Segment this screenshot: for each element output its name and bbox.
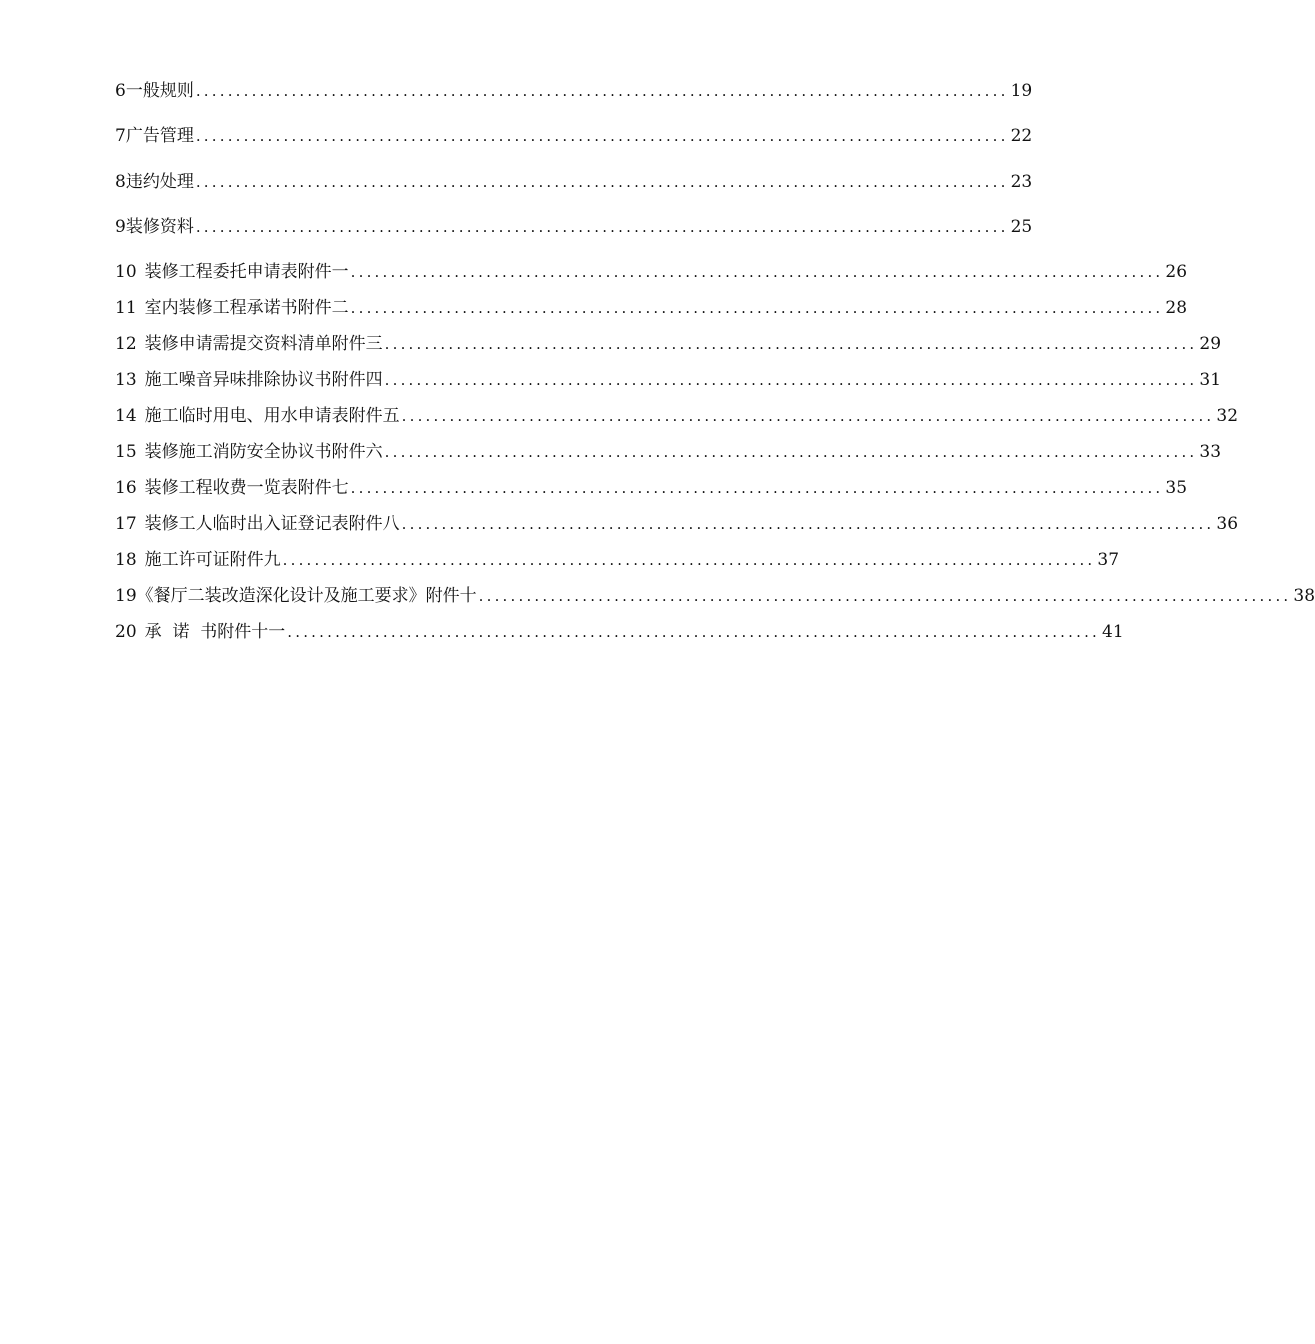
entry-number: 10: [115, 262, 137, 282]
entry-title: 室内装修工程承诺书: [144, 298, 298, 318]
entry-title: 施工临时用电、用水申请表: [144, 406, 349, 426]
dot-leader: ......................................................................................................: [195, 127, 1009, 145]
page-number: 22: [1010, 126, 1033, 146]
page-number: 33: [1199, 442, 1222, 462]
entry-number: 18: [115, 550, 137, 570]
toc-entry-10[interactable]: [115, 257, 1188, 283]
toc-entry-15[interactable]: [115, 437, 1222, 463]
toc-entry-20[interactable]: [115, 617, 1124, 643]
dot-leader: ......................................................................................................: [350, 299, 1164, 317]
page-number: 36: [1216, 514, 1239, 534]
entry-title: 装修工人临时出入证登记表: [144, 514, 349, 534]
toc-entry-9[interactable]: [115, 212, 1033, 238]
attachment-label: 附件六: [331, 442, 383, 462]
toc-entry-11[interactable]: [115, 293, 1188, 319]
dot-leader: ......................................................................................................: [384, 443, 1198, 461]
attachment-label: 附件八: [348, 514, 400, 534]
page-number: 31: [1199, 370, 1222, 390]
toc-entry-8[interactable]: [115, 167, 1033, 193]
attachment-label: 附件九: [229, 550, 281, 570]
page-number: 38: [1293, 586, 1315, 606]
entry-number: 19: [115, 586, 137, 606]
toc-entry-19[interactable]: [115, 581, 1315, 607]
toc-entry-14[interactable]: [115, 401, 1239, 427]
page-number: 29: [1199, 334, 1222, 354]
page-number: 41: [1102, 622, 1124, 642]
attachment-label: 附件一: [297, 262, 349, 282]
entry-title: 广告管理: [125, 126, 194, 146]
entry-title: 违约处理: [125, 172, 194, 192]
toc-entry-18[interactable]: [115, 545, 1120, 571]
entry-title: 装修工程委托申请表: [144, 262, 298, 282]
dot-leader: ......................................................................................................: [282, 551, 1096, 569]
entry-title: 施工噪音异味排除协议书: [144, 370, 332, 390]
page-number: 25: [1010, 217, 1033, 237]
dot-leader: ......................................................................................................: [195, 82, 1009, 100]
dot-leader: ......................................................................................................: [195, 218, 1009, 236]
entry-title: 装修申请需提交资料清单: [144, 334, 332, 354]
page-number: 23: [1010, 172, 1033, 192]
entry-number: 8: [115, 172, 126, 192]
attachment-label: 附件五: [348, 406, 400, 426]
entry-number: 9: [115, 217, 126, 237]
entry-number: 12: [115, 334, 137, 354]
attachment-label: 附件二: [297, 298, 349, 318]
entry-number: 17: [115, 514, 137, 534]
entry-title: 施工许可证: [144, 550, 230, 570]
dot-leader: ......................................................................................................: [401, 407, 1215, 425]
entry-title: 装修资料: [125, 217, 194, 237]
toc-entry-6[interactable]: [115, 76, 1033, 102]
toc-entry-17[interactable]: [115, 509, 1239, 535]
dot-leader: ......................................................................................................: [384, 371, 1198, 389]
dot-leader: ......................................................................................................: [287, 623, 1101, 641]
entry-title: 《餐厅二装改造深化设计及施工要求》: [136, 586, 426, 606]
entry-number: 16: [115, 478, 137, 498]
toc-entry-7[interactable]: [115, 121, 1033, 147]
entry-number: 20: [115, 622, 137, 642]
page-number: 35: [1165, 478, 1188, 498]
entry-number: 13: [115, 370, 137, 390]
attachment-label: 附件四: [331, 370, 383, 390]
dot-leader: ......................................................................................................: [384, 335, 1198, 353]
page-number: 28: [1165, 298, 1188, 318]
entry-title: 一般规则: [125, 81, 194, 101]
attachment-label: 附件三: [331, 334, 383, 354]
toc-entry-16[interactable]: [115, 473, 1188, 499]
page-number: 37: [1097, 550, 1120, 570]
entry-number: 14: [115, 406, 137, 426]
entry-title: 装修施工消防安全协议书: [144, 442, 332, 462]
attachment-label: 附件七: [297, 478, 349, 498]
entry-number: 11: [115, 298, 137, 318]
entry-number: 7: [115, 126, 126, 146]
dot-leader: ......................................................................................................: [195, 173, 1009, 191]
dot-leader: ......................................................................................................: [401, 515, 1215, 533]
toc-entry-13[interactable]: [115, 365, 1222, 391]
attachment-label: 附件十一: [217, 622, 286, 642]
entry-number: 15: [115, 442, 137, 462]
toc-entry-12[interactable]: [115, 329, 1222, 355]
dot-leader: ......................................................................................................: [350, 479, 1164, 497]
dot-leader: ......................................................................................................: [478, 587, 1292, 605]
attachment-label: 附件十: [425, 586, 477, 606]
entry-title: 承 诺 书: [144, 622, 218, 642]
page-number: 26: [1165, 262, 1188, 282]
page-number: 19: [1010, 81, 1033, 101]
dot-leader: ......................................................................................................: [350, 263, 1164, 281]
entry-number: 6: [115, 81, 126, 101]
entry-title: 装修工程收费一览表: [144, 478, 298, 498]
page-number: 32: [1216, 406, 1239, 426]
